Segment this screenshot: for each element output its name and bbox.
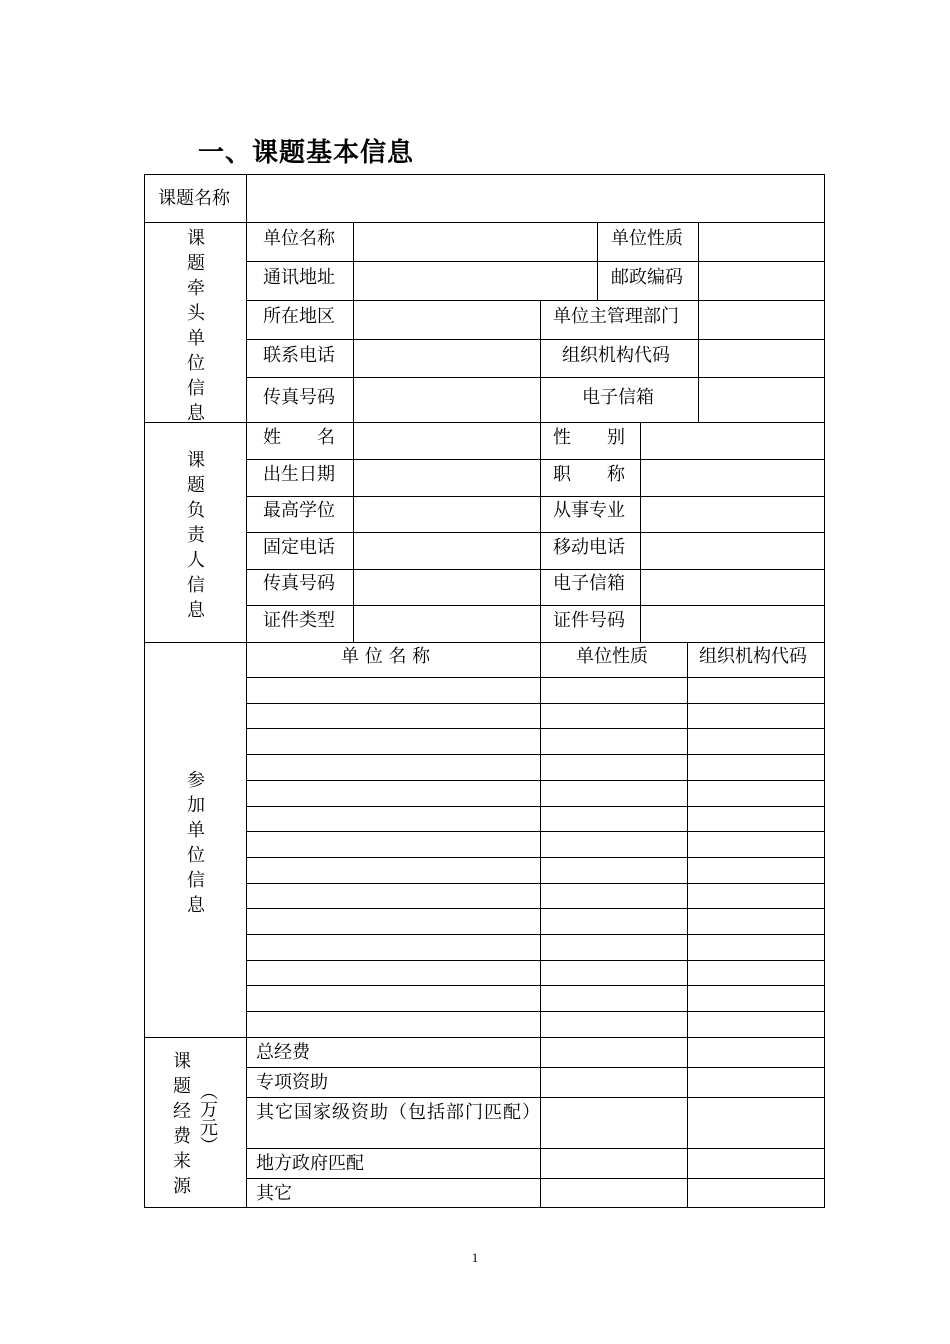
org-code-label: 组织机构代码: [562, 345, 670, 366]
leader-mobile-label: 移动电话: [553, 537, 625, 558]
leader-title-label: 职 称: [553, 464, 625, 485]
unit-name-label: 单位名称: [263, 228, 335, 249]
participants-col-name: 单 位 名 称: [341, 646, 431, 667]
leader-name-label: 姓 名: [263, 427, 335, 448]
phone-label: 联系电话: [263, 345, 335, 366]
page-number: 1: [471, 1250, 479, 1265]
postcode-label: 邮政编码: [611, 267, 683, 288]
funding-unit-label: （万元）: [197, 1082, 218, 1154]
leader-degree-label: 最高学位: [263, 500, 335, 521]
leader-email-label: 电子信箱: [553, 573, 625, 594]
supervising-dept-label: 单位主管理部门: [553, 306, 679, 327]
leader-landline-label: 固定电话: [263, 537, 335, 558]
funding-special-label: 专项资助: [256, 1072, 328, 1093]
lead-unit-section-label: 课 题 牵 头 单 位 信 息: [187, 228, 205, 424]
leader-major-label: 从事专业: [553, 500, 625, 521]
leader-birth-label: 出生日期: [263, 464, 335, 485]
funding-local-gov-label: 地方政府匹配: [256, 1153, 364, 1174]
unit-nature-label: 单位性质: [611, 228, 683, 249]
page-title: 一、课题基本信息: [198, 138, 415, 168]
region-label: 所在地区: [263, 306, 335, 327]
participants-col-org-code: 组织机构代码: [699, 646, 807, 667]
funding-total-label: 总经费: [256, 1042, 310, 1063]
participants-col-nature: 单位性质: [576, 646, 648, 667]
leader-section-label: 课 题 负 责 人 信 息: [187, 450, 205, 621]
address-label: 通讯地址: [263, 267, 335, 288]
funding-section-label: 课 题 经 费 来 源: [173, 1051, 191, 1197]
project-name-field[interactable]: [248, 176, 823, 221]
leader-id-type-label: 证件类型: [263, 610, 335, 631]
fax-label: 传真号码: [263, 387, 335, 408]
email-label: 电子信箱: [582, 387, 654, 408]
participants-section-label: 参 加 单 位 信 息: [187, 770, 205, 916]
funding-other-national-label: 其它国家级资助（包括部门匹配）: [256, 1102, 541, 1123]
leader-gender-label: 性 别: [553, 427, 625, 448]
project-name-label: 课题名称: [158, 188, 230, 209]
leader-fax-label: 传真号码: [263, 573, 335, 594]
leader-id-number-label: 证件号码: [553, 610, 625, 631]
funding-other-label: 其它: [256, 1183, 292, 1204]
